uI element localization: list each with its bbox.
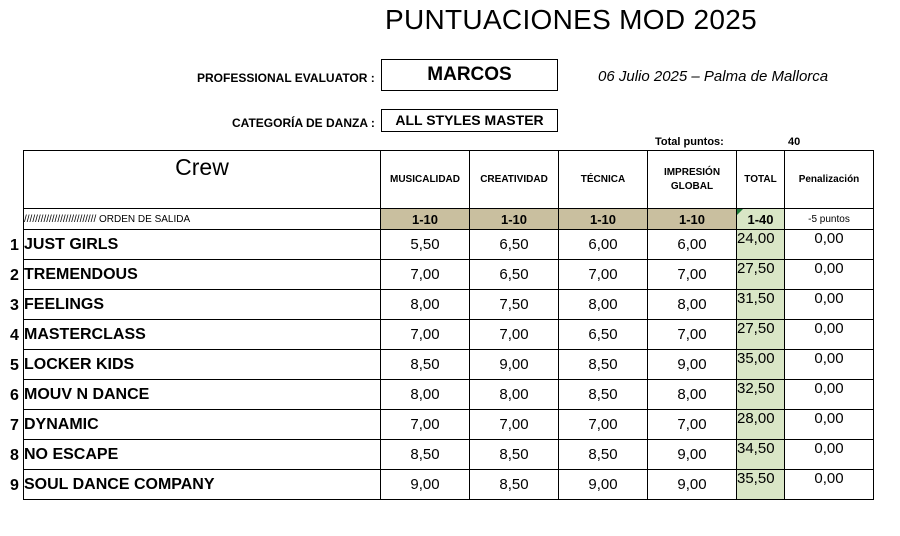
table-row — [24, 350, 874, 380]
table-row — [24, 320, 874, 350]
score-impresion: 8,00 — [648, 380, 737, 410]
score-penalizacion: 0,00 — [785, 290, 874, 320]
score-total: 35,00 — [737, 350, 785, 380]
row-index: 9 — [10, 477, 19, 494]
header-penalizacion: Penalización — [785, 151, 874, 209]
table-row — [24, 440, 874, 470]
score-impresion: 8,00 — [648, 290, 737, 320]
score-penalizacion: 0,00 — [785, 320, 874, 350]
header-musicalidad: MUSICALIDAD — [381, 151, 470, 209]
score-impresion: 9,00 — [648, 440, 737, 470]
score-total: 27,50 — [737, 320, 785, 350]
row-index: 4 — [10, 327, 19, 344]
score-musicalidad: 5,50 — [381, 230, 470, 260]
range-total: 1-40 — [737, 209, 785, 230]
row-index: 2 — [10, 267, 19, 284]
row-index: 5 — [10, 357, 19, 374]
score-tecnica: 7,00 — [559, 260, 648, 290]
crew-name: JUST GIRLS — [24, 230, 381, 260]
crew-name: LOCKER KIDS — [24, 350, 381, 380]
score-creatividad: 6,50 — [470, 260, 559, 290]
score-creatividad: 8,00 — [470, 380, 559, 410]
crew-name: DYNAMIC — [24, 410, 381, 440]
score-tecnica: 8,50 — [559, 350, 648, 380]
row-index: 1 — [10, 237, 19, 254]
score-penalizacion: 0,00 — [785, 410, 874, 440]
score-musicalidad: 8,50 — [381, 350, 470, 380]
score-total: 31,50 — [737, 290, 785, 320]
category-value: ALL STYLES MASTER — [381, 109, 558, 132]
range-musicalidad: 1-10 — [381, 209, 470, 230]
score-total: 32,50 — [737, 380, 785, 410]
header-impresion-line1: IMPRESIÓN — [663, 166, 721, 178]
score-penalizacion: 0,00 — [785, 350, 874, 380]
score-impresion: 7,00 — [648, 320, 737, 350]
score-creatividad: 8,50 — [470, 440, 559, 470]
crew-name: SOUL DANCE COMPANY — [24, 470, 381, 500]
range-tecnica: 1-10 — [559, 209, 648, 230]
score-tecnica: 8,00 — [559, 290, 648, 320]
score-creatividad: 8,50 — [470, 470, 559, 500]
range-impresion: 1-10 — [648, 209, 737, 230]
row-index: 3 — [10, 297, 19, 314]
score-tecnica: 8,50 — [559, 440, 648, 470]
score-penalizacion: 0,00 — [785, 230, 874, 260]
total-points-label: Total puntos: — [655, 136, 724, 148]
page-title: PUNTUACIONES MOD 2025 — [385, 4, 757, 35]
score-musicalidad: 7,00 — [381, 410, 470, 440]
score-creatividad: 7,00 — [470, 320, 559, 350]
score-tecnica: 9,00 — [559, 470, 648, 500]
date-location: 06 Julio 2025 – Palma de Mallorca — [598, 68, 829, 85]
score-total: 28,00 — [737, 410, 785, 440]
header-impresion-global — [648, 151, 737, 209]
table-row — [24, 230, 874, 260]
evaluator-value: MARCOS — [381, 59, 558, 91]
table-row — [24, 410, 874, 440]
score-musicalidad: 8,50 — [381, 440, 470, 470]
score-tecnica: 6,50 — [559, 320, 648, 350]
score-impresion: 9,00 — [648, 470, 737, 500]
score-penalizacion: 0,00 — [785, 470, 874, 500]
range-creatividad: 1-10 — [470, 209, 559, 230]
row-index: 8 — [10, 447, 19, 464]
score-creatividad: 6,50 — [470, 230, 559, 260]
crew-name: FEELINGS — [24, 290, 381, 320]
table-row — [24, 290, 874, 320]
score-total: 34,50 — [737, 440, 785, 470]
score-impresion: 9,00 — [648, 350, 737, 380]
header-total: TOTAL — [737, 151, 785, 209]
score-musicalidad: 7,00 — [381, 320, 470, 350]
score-penalizacion: 0,00 — [785, 260, 874, 290]
score-penalizacion: 0,00 — [785, 440, 874, 470]
total-points-value: 40 — [788, 136, 801, 148]
table-row — [24, 470, 874, 500]
score-penalizacion: 0,00 — [785, 380, 874, 410]
range-penalizacion: -5 puntos — [785, 209, 874, 230]
score-tecnica: 6,00 — [559, 230, 648, 260]
score-musicalidad: 7,00 — [381, 260, 470, 290]
row-index: 7 — [10, 417, 19, 434]
orden-de-salida: ////////////////////////// ORDEN DE SALIDA — [24, 209, 381, 230]
score-total: 35,50 — [737, 470, 785, 500]
score-tecnica: 8,50 — [559, 380, 648, 410]
score-impresion: 7,00 — [648, 410, 737, 440]
table-row — [24, 260, 874, 290]
score-total: 27,50 — [737, 260, 785, 290]
score-creatividad: 9,00 — [470, 350, 559, 380]
score-creatividad: 7,00 — [470, 410, 559, 440]
crew-name: NO ESCAPE — [24, 440, 381, 470]
category-label: CATEGORÍA DE DANZA : — [232, 116, 375, 130]
score-musicalidad: 8,00 — [381, 380, 470, 410]
score-impresion: 6,00 — [648, 230, 737, 260]
row-index: 6 — [10, 387, 19, 404]
table-row — [24, 380, 874, 410]
header-impresion-line2: GLOBAL — [670, 180, 714, 192]
header-creatividad: CREATIVIDAD — [470, 151, 559, 209]
scores-table — [23, 150, 874, 500]
score-total: 24,00 — [737, 230, 785, 260]
crew-name: MOUV N DANCE — [24, 380, 381, 410]
score-tecnica: 7,00 — [559, 410, 648, 440]
score-musicalidad: 9,00 — [381, 470, 470, 500]
crew-name: MASTERCLASS — [24, 320, 381, 350]
score-creatividad: 7,50 — [470, 290, 559, 320]
header-tecnica: TÉCNICA — [559, 151, 648, 209]
crew-name: TREMENDOUS — [24, 260, 381, 290]
evaluator-label: PROFESSIONAL EVALUATOR : — [197, 71, 375, 85]
score-impresion: 7,00 — [648, 260, 737, 290]
header-crew: Crew — [24, 151, 381, 209]
score-musicalidad: 8,00 — [381, 290, 470, 320]
